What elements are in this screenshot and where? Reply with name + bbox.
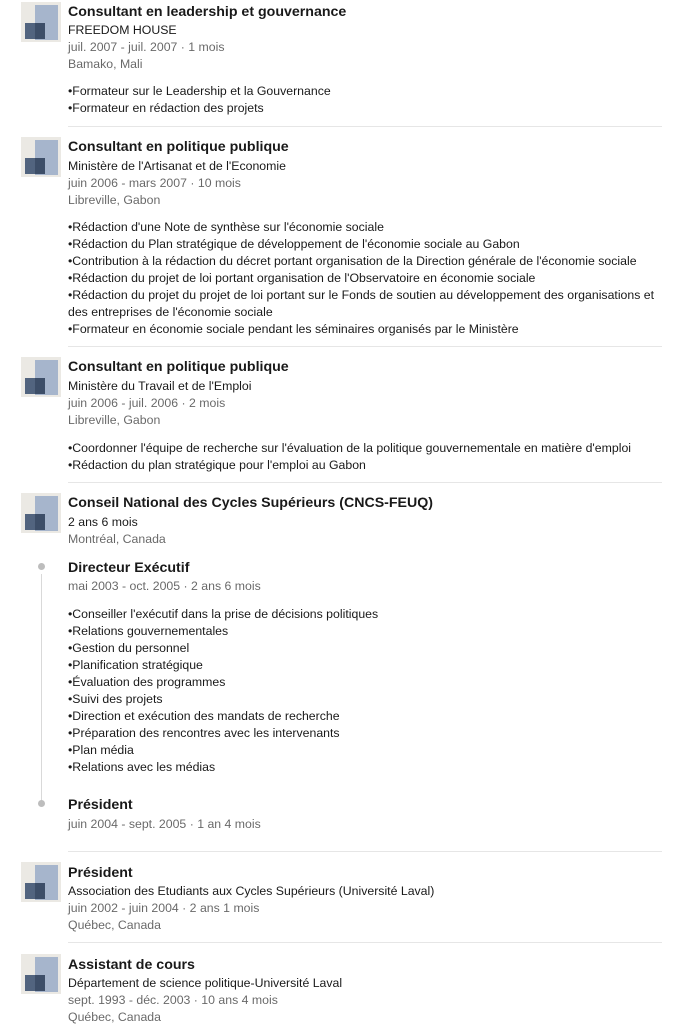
experience-title[interactable]: Consultant en politique publique — [68, 359, 289, 375]
description-line: •Contribution à la rédaction du décret portant organisation de la Direction générale de l'économie sociale — [68, 254, 637, 268]
company-name: FREEDOM HOUSE — [68, 23, 177, 37]
company-logo[interactable] — [21, 137, 61, 177]
description-line: •Formateur sur le Leadership et la Gouvernance — [68, 84, 331, 98]
description-line: •Relations avec les médias — [68, 760, 216, 774]
location: Bamako, Mali — [68, 57, 143, 71]
company-logo[interactable] — [21, 493, 61, 533]
company-name: Association des Etudiants aux Cycles Supérieurs (Université Laval) — [68, 884, 435, 898]
divider — [68, 851, 662, 852]
description-line: •Formateur en rédaction des projets — [68, 101, 264, 115]
date-range: juin 2002 - juin 2004 · 2 ans 1 mois — [68, 901, 260, 915]
description-line: •Coordonner l'équipe de recherche sur l'évaluation de la politique gouvernementale en matière d'emploi — [68, 441, 632, 455]
description-line: •Préparation des rencontres avec les intervenants — [68, 726, 340, 740]
description-line: •Formateur en économie sociale pendant les séminaires organisés par le Ministère — [68, 322, 519, 336]
description-line: •Conseiller l'exécutif dans la prise de décisions politiques — [68, 607, 379, 621]
date-range: juin 2006 - mars 2007 · 10 mois — [68, 176, 241, 190]
timeline-line — [41, 574, 42, 802]
description-line: •Planification stratégique — [68, 658, 203, 672]
company-group-title[interactable]: Conseil National des Cycles Supérieurs (CNCS-FEUQ) — [68, 495, 434, 511]
company-logo[interactable] — [21, 954, 61, 994]
description-line: •Gestion du personnel — [68, 641, 190, 655]
company-name: Département de science politique-Université Laval — [68, 976, 343, 990]
description-line: •Rédaction d'une Note de synthèse sur l'économie sociale — [68, 220, 384, 234]
divider — [68, 942, 662, 943]
experience-title[interactable]: Président — [68, 865, 133, 881]
description-line: •Rédaction du projet du projet de loi portant sur le Fonds de soutien au développement des organisations et — [68, 288, 655, 302]
company-name: Ministère de l'Artisanat et de l'Economie — [68, 159, 286, 173]
experience-title[interactable]: Assistant de cours — [68, 957, 195, 973]
description-line: •Direction et exécution des mandats de recherche — [68, 709, 340, 723]
description-line: •Rédaction du plan stratégique pour l'emploi au Gabon — [68, 458, 366, 472]
location: Montréal, Canada — [68, 532, 166, 546]
company-logo[interactable] — [21, 2, 61, 42]
date-range: sept. 1993 - déc. 2003 · 10 ans 4 mois — [68, 993, 278, 1007]
description-line: •Plan média — [68, 743, 134, 757]
description-line: •Rédaction du Plan stratégique de développement de l'économie sociale au Gabon — [68, 237, 520, 251]
role-title[interactable]: Directeur Exécutif — [68, 560, 190, 576]
timeline-dot — [38, 563, 45, 570]
company-logo[interactable] — [21, 357, 61, 397]
company-logo[interactable] — [21, 862, 61, 902]
experience-title[interactable]: Consultant en leadership et gouvernance — [68, 4, 347, 20]
description-line: •Rédaction du projet de loi portant organisation de l'Observatoire en économie sociale — [68, 271, 536, 285]
total-duration: 2 ans 6 mois — [68, 515, 138, 529]
description-line: •Relations gouvernementales — [68, 624, 229, 638]
company-name: Ministère du Travail et de l'Emploi — [68, 379, 252, 393]
date-range: juin 2004 - sept. 2005 · 1 an 4 mois — [68, 817, 261, 831]
description-line: •Suivi des projets — [68, 692, 163, 706]
date-range: mai 2003 - oct. 2005 · 2 ans 6 mois — [68, 579, 261, 593]
date-range: juin 2006 - juil. 2006 · 2 mois — [68, 396, 226, 410]
divider — [68, 346, 662, 347]
location: Libreville, Gabon — [68, 193, 161, 207]
divider — [68, 126, 662, 127]
timeline-dot — [38, 800, 45, 807]
description-line: •Évaluation des programmes — [68, 675, 226, 689]
description-line: des entreprises de l'économie sociale — [68, 305, 273, 319]
experience-title[interactable]: Consultant en politique publique — [68, 139, 289, 155]
role-title[interactable]: Président — [68, 797, 133, 813]
location: Libreville, Gabon — [68, 413, 161, 427]
location: Québec, Canada — [68, 918, 161, 932]
divider — [68, 482, 662, 483]
location: Québec, Canada — [68, 1010, 161, 1024]
date-range: juil. 2007 - juil. 2007 · 1 mois — [68, 40, 225, 54]
